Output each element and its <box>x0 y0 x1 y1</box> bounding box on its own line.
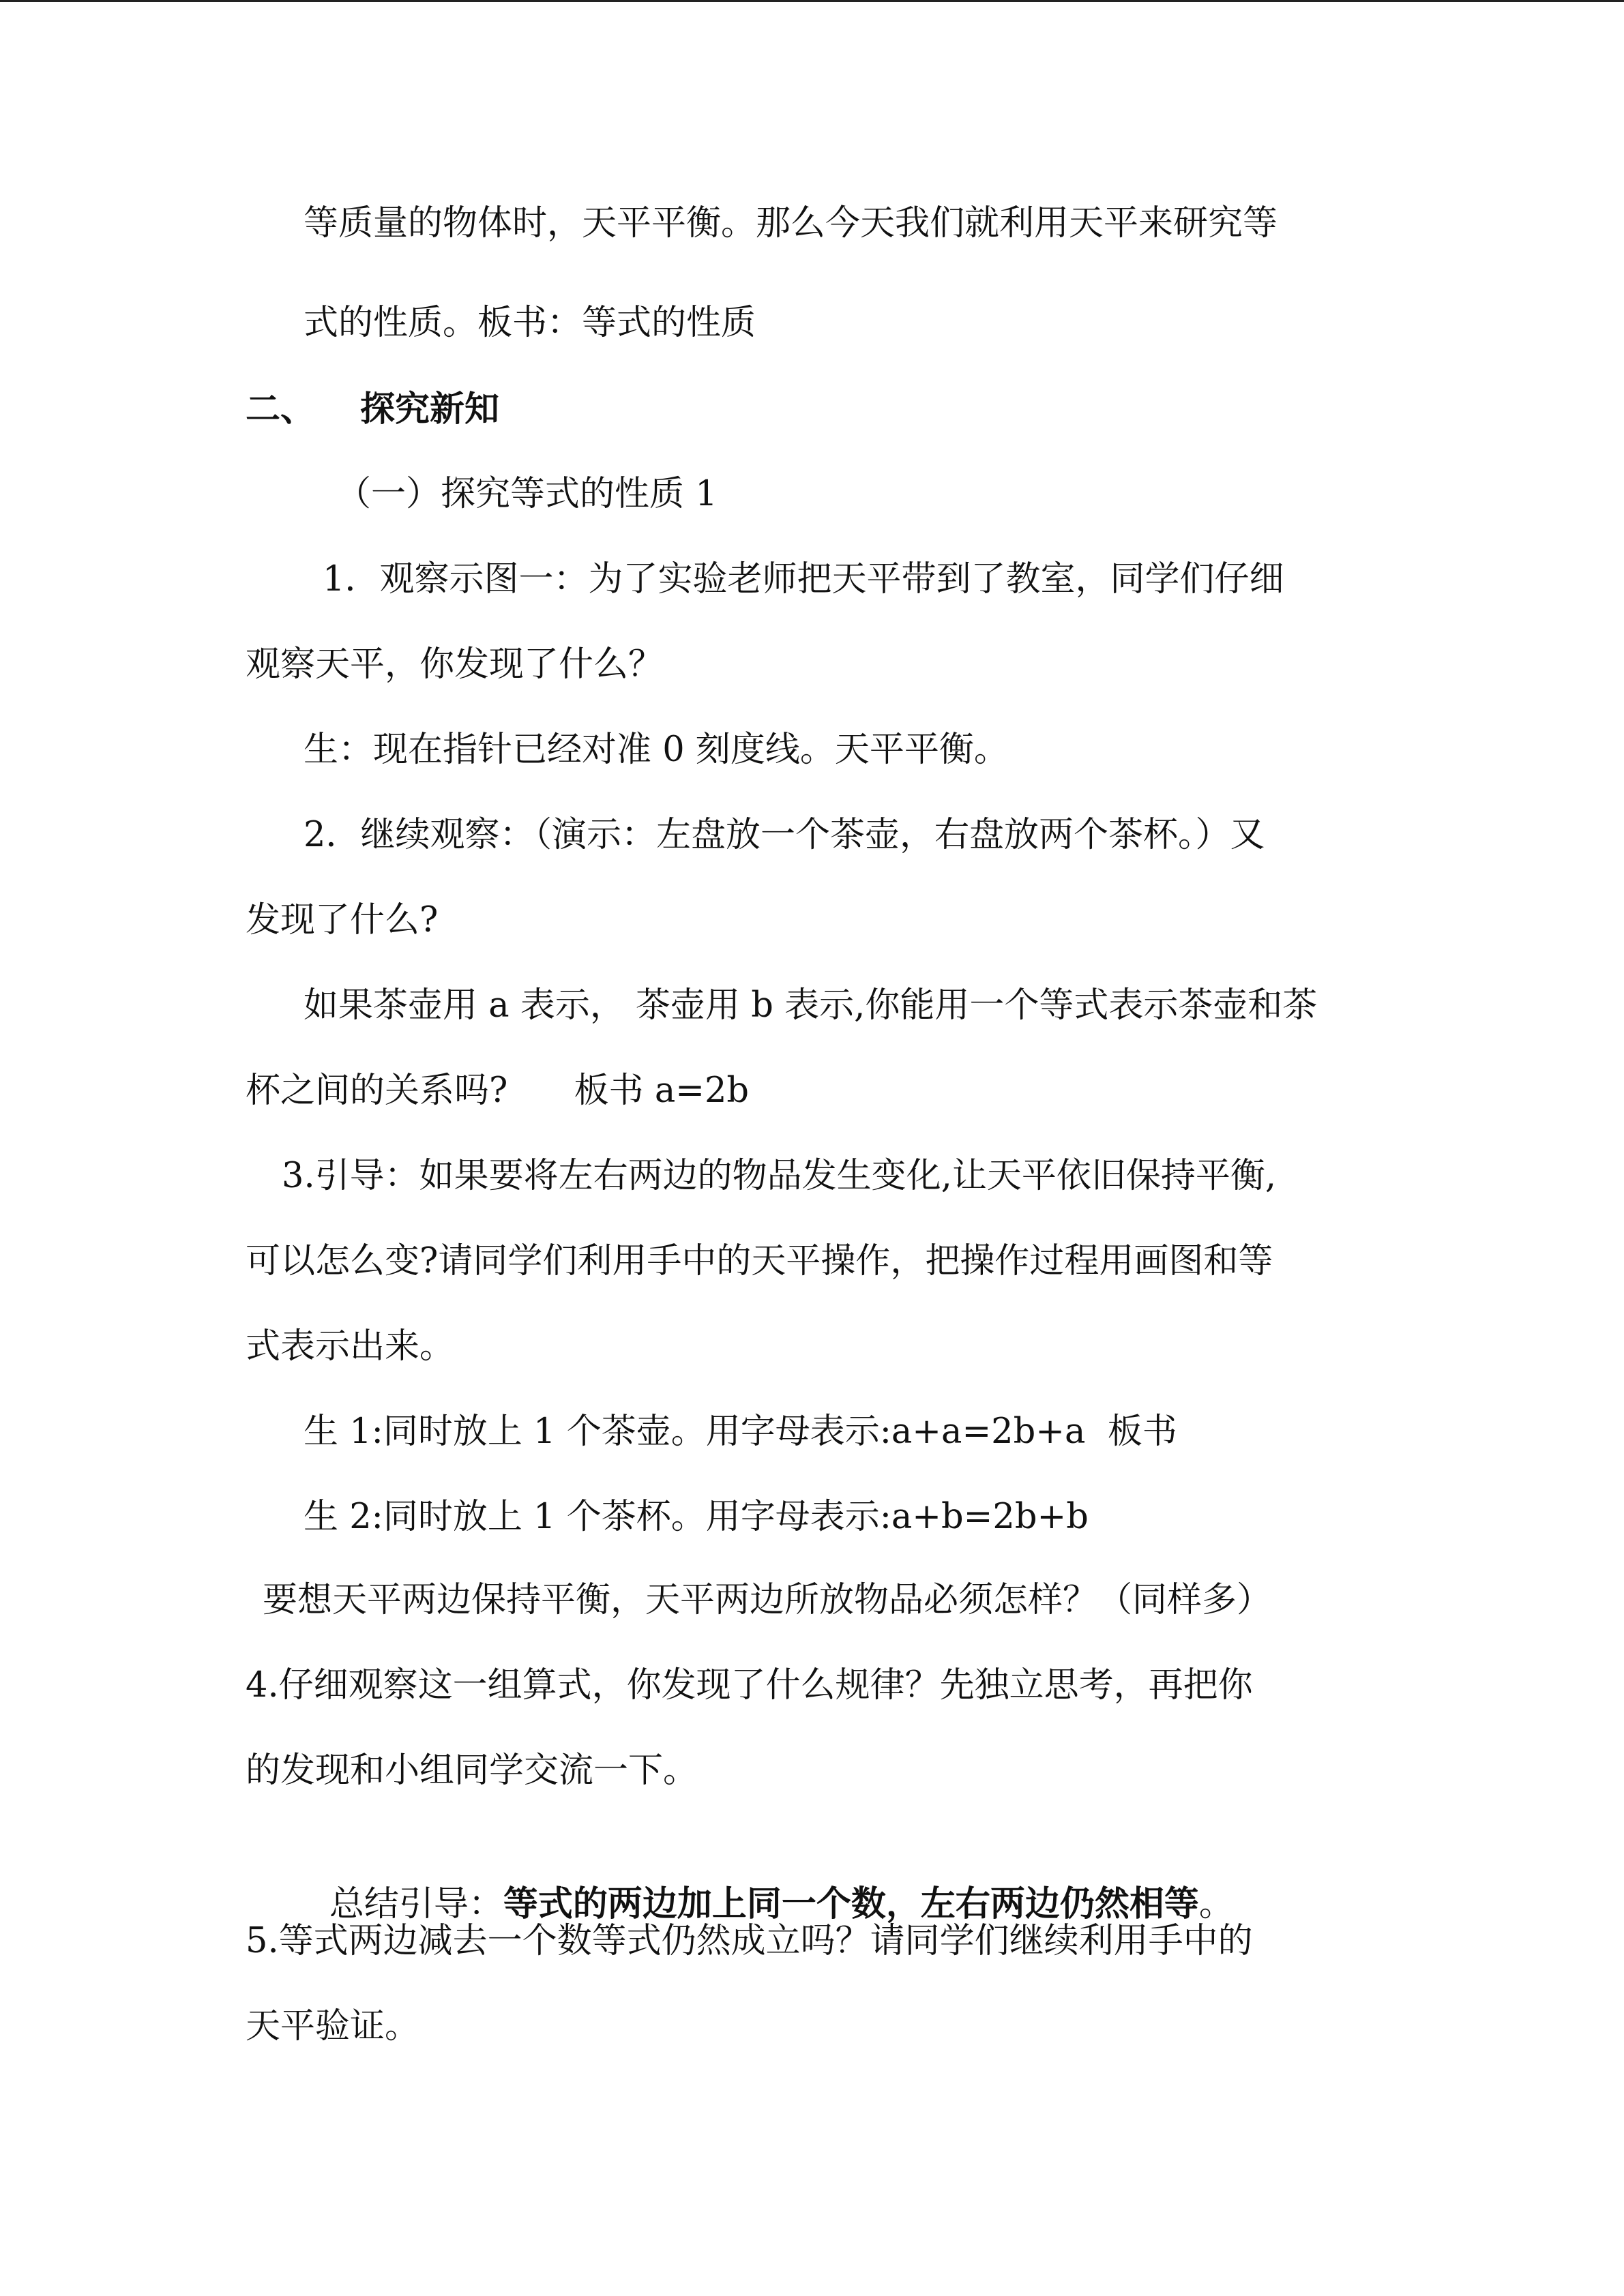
paragraph-line: 5.等式两边减去一个数等式仍然成立吗？请同学们继续利用手中的 <box>246 1921 1253 1961</box>
paragraph-line: 观察天平，你发现了什么？ <box>246 644 664 685</box>
paragraph-line: 生 1:同时放上 1 个茶壶。用字母表示:a+a=2b+a 板书 <box>304 1412 1177 1452</box>
subsection-heading: （一）探究等式的性质 1 <box>336 474 718 514</box>
summary-bold-text: 等式的两边加上同一个数，左右两边仍然相等 <box>503 1883 1199 1924</box>
summary-line <box>285 1832 1234 1924</box>
paragraph-line: 3.引导：如果要将左右两边的物品发生变化,让天平依旧保持平衡, <box>282 1156 1277 1196</box>
page-top-border <box>0 0 1624 2</box>
paragraph-line: 如果茶壶用 a 表示， 茶壶用 b 表示,你能用一个等式表示茶壶和茶 <box>304 985 1318 1026</box>
section-heading-title: 探究新知 <box>360 389 500 430</box>
paragraph-line: 4.仔细观察这一组算式，你发现了什么规律？先独立思考，再把你 <box>246 1665 1253 1705</box>
paragraph-line: 要想天平两边保持平衡，天平两边所放物品必须怎样？（同样多） <box>263 1580 1272 1620</box>
paragraph-line: 2．继续观察：（演示：左盘放一个茶壶，右盘放两个茶杯。）又 <box>304 815 1265 855</box>
paragraph-line: 生 2:同时放上 1 个茶杯。用字母表示:a+b=2b+b <box>304 1497 1089 1537</box>
summary-suffix: 。 <box>1198 1884 1234 1924</box>
paragraph-line: 杯之间的关系吗? 板书 a=2b <box>246 1071 750 1111</box>
paragraph-line: 式的性质。板书：等式的性质 <box>304 303 756 343</box>
paragraph-line: 1．观察示图一：为了实验老师把天平带到了教室，同学们仔细 <box>323 559 1284 599</box>
paragraph-line: 可以怎么变?请同学们利用手中的天平操作，把操作过程用画图和等 <box>246 1241 1273 1281</box>
section-heading-number: 二、 <box>246 389 316 430</box>
summary-prefix: 总结引导： <box>329 1884 503 1924</box>
paragraph-line: 式表示出来。 <box>246 1326 455 1367</box>
paragraph-line: 等质量的物体时，天平平衡。那么今天我们就利用天平来研究等 <box>304 203 1278 243</box>
paragraph-line: 天平验证。 <box>246 2006 420 2046</box>
paragraph-line: 的发现和小组同学交流一下。 <box>246 1750 698 1791</box>
paragraph-line: 生：现在指针已经对准 0 刻度线。天平平衡。 <box>304 730 1009 770</box>
paragraph-line: 发现了什么? <box>246 900 439 940</box>
